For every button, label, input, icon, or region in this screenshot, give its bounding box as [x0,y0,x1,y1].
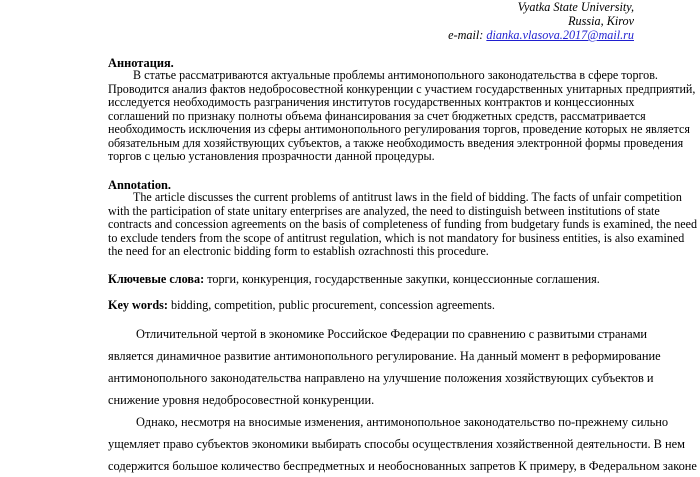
keywords-ru-text: торги, конкуренция, государственные закупки, концессионные соглашения. [204,272,600,286]
abstract-ru-line: обязательным для хозяйствующих субъектов, а также необходимость введения электронной формы проведения [108,135,684,150]
keywords-ru-label: Ключевые слова: [108,272,205,286]
affiliation-university: Vyatka State University, [517,0,634,14]
abstract-en-line: the need for an electronic bidding form to establish ozrachnosti this procedure. [108,244,489,258]
body-paragraph-2 [108,411,697,477]
body-line: ущемляет право субъектов экономики выбирать способы осуществления хозяйственной деятельности. В нем [108,437,686,452]
abstract-ru-line: исследуется необходимость разграничения институтов государственных контрактов и концессионных [108,95,635,109]
affiliation-location: Russia, Kirov [568,14,634,28]
abstract-ru-line: Проводится анализ фактов недобросовестной конкуренции с участием государственных унитарных предприятий, [108,81,696,96]
abstract-en-line: The article discusses the current problems of antitrust laws in the field of bidding. The facts of unfair competition [133,190,682,204]
abstract-en-line: to exclude tenders from the scope of antitrust regulation, which is not mandatory for business entities, is also examined [108,230,685,245]
abstract-ru-line: В статье рассматриваются актуальные проблемы антимонопольного законодательства в сфере торгов. [133,68,658,82]
body-line: Однако, несмотря на вносимые изменения, антимонопольное законодательство по-прежнему сильно [136,415,669,429]
body-line: Отличительной чертой в экономике Российское Федерации по сравнению с развитыми странами [136,327,648,341]
email-link[interactable]: dianka.vlasova.2017@mail.ru [486,28,634,42]
body-line: содержится большое количество беспредметных и необоснованных запретов К примеру, в Федеральном законе [108,459,697,474]
abstract-ru-heading: Аннотация. [108,56,174,70]
abstract-en-heading: Annotation. [108,178,171,192]
abstract-en-line: contracts and concession agreements on the basis of completeness of funding from budgetary funds is examined, the need [108,217,698,231]
abstract-ru-line: торгов с целью установления прозрачности данной процедуры. [108,149,435,163]
abstract-ru-body [108,68,696,164]
abstract-ru-line: соглашений по признаку полноты объема финансирования за счет бюджетных средств, рассматривается [108,108,646,123]
affiliation-email-line [448,28,634,43]
body-line: является динамичное развитие антимонопольного регулирование. На данный момент в реформирование [108,349,661,364]
abstract-ru-line: необходимость исключения из сферы антимонопольного регулирования торгов, проведение которых не является [108,122,690,136]
keywords-en [108,298,495,313]
body-line: снижение уровня недобросовестной конкуренции. [108,393,375,408]
body-line: антимонопольного законодательства направлено на улучшение положения хозяйствующих субъектов и [108,371,654,386]
abstract-en-body [108,190,698,259]
body-paragraph-1 [108,323,661,411]
keywords-en-text: bidding, competition, public procurement, concession agreements. [167,298,495,312]
keywords-ru [108,272,600,287]
abstract-en-line: with the participation of state unitary enterprises are analyzed, the need to distinguish between institutions of state [108,203,660,218]
email-label: e-mail: [448,28,487,42]
keywords-en-label: Key words: [108,298,168,312]
